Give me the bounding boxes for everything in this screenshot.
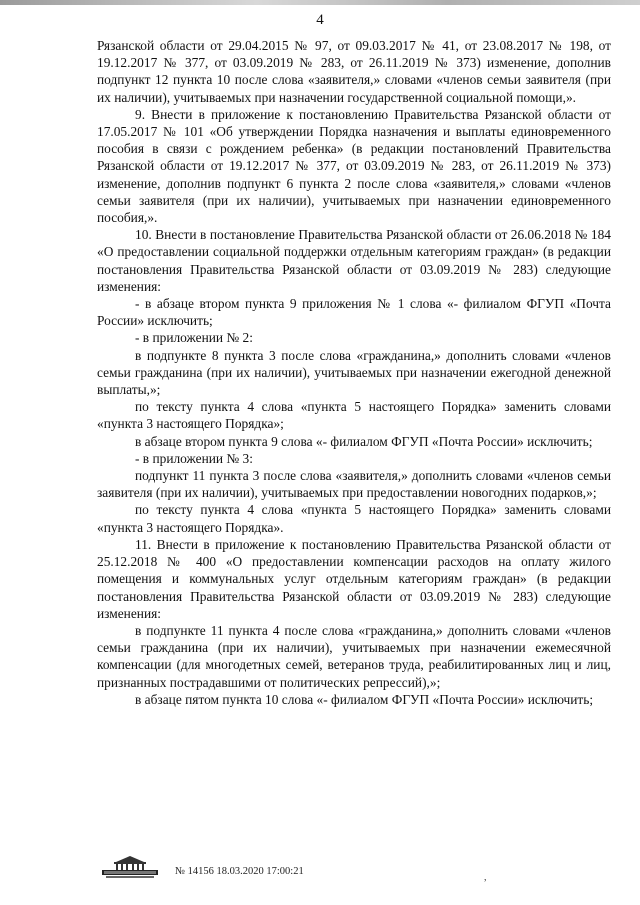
scan-edge: [0, 0, 640, 5]
paragraph: по тексту пункта 4 слова «пункта 5 настоящего Порядка» заменить словами «пункта 3 настоящего Порядка»;: [97, 399, 611, 432]
paragraph: 11. Внести в приложение к постановлению Правительства Рязанской области от 25.12.2018 № 400 «О предоставлении компенсации расходов на оплату жилого помещения и коммунальных услуг отдельным категориям граждан» (в редакции постановления Правительства Рязанской области от 03.09.2019 № 283) следующие изменения:: [97, 536, 611, 621]
paragraph: - в приложении № 3:: [135, 450, 253, 466]
paragraph: 9. Внести в приложение к постановлению Правительства Рязанской области от 17.05.2017 № 101 «Об утверждении Порядка назначения и выплаты единовременного пособия в связи с рождением ребенка» (в редакции постановлений Правительства Рязанской области от 19.12.2017 № 377, от 03.09.2019 № 283, от 26.11.2019 № 373) изменение, дополнив подпункт 6 пункта 2 после слова «заявителя,» словами «членов семьи заявителя (при их наличии), учитываемых при назначении единовременного пособия,».: [97, 106, 611, 226]
government-seal-logo-icon: [98, 854, 162, 880]
paragraph: в абзаце втором пункта 9 слова «- филиалом ФГУП «Почта России» исключить;: [135, 433, 593, 449]
paragraph: - в абзаце втором пункта 9 приложения № 1 слова «- филиалом ФГУП «Почта России» исключить;: [97, 296, 611, 329]
paragraph: - в приложении № 2:: [135, 330, 253, 346]
paragraph: подпункт 11 пункта 3 после слова «заявителя,» дополнить словами «членов семьи заявителя (при их наличии), учитываемых при предоставлении новогодних подарков,»;: [97, 468, 611, 501]
page-number: 4: [316, 12, 324, 28]
document-registration-code: № 14156 18.03.2020 17:00:21: [175, 866, 304, 877]
paragraph: Рязанской области от 29.04.2015 № 97, от 09.03.2017 № 41, от 23.08.2017 № 198, от 19.12.2017 № 377, от 03.09.2019 № 283, от 26.11.2019 № 373) изменение, дополнив подпункт 12 пункта 10 после слова «заявителя,» словами «членов семьи заявителя (при их наличии), учитываемых при назначении государственной социальной помощи,».: [97, 38, 611, 105]
scan-mark: ,: [484, 872, 487, 883]
paragraph: в подпункте 8 пункта 3 после слова «гражданина,» дополнить словами «членов семьи гражданина (при их наличии), учитываемых при назначении ежегодной денежной выплаты,»;: [97, 347, 611, 398]
paragraph: по тексту пункта 4 слова «пункта 5 настоящего Порядка» заменить словами «пункта 3 настоящего Порядка».: [97, 502, 611, 535]
paragraph: в абзаце пятом пункта 10 слова «- филиалом ФГУП «Почта России» исключить;: [135, 691, 594, 707]
paragraph: 10. Внести в постановление Правительства Рязанской области от 26.06.2018 № 184 «О предоставлении социальной поддержки отдельным категориям граждан» (в редакции постановления Правительства Рязанской области от 03.09.2019 № 283) следующие изменения:: [97, 227, 611, 294]
document-body: [97, 37, 611, 708]
paragraph: в подпункте 11 пункта 4 после слова «гражданина,» дополнить словами «членов семьи гражданина (при их наличии), учитываемых при назначении ежемесячной компенсации (для многодетных семей, ветеранов труда, реабилитированных лиц и лиц, признанных пострадавшими от политических репрессий),»;: [97, 622, 611, 690]
